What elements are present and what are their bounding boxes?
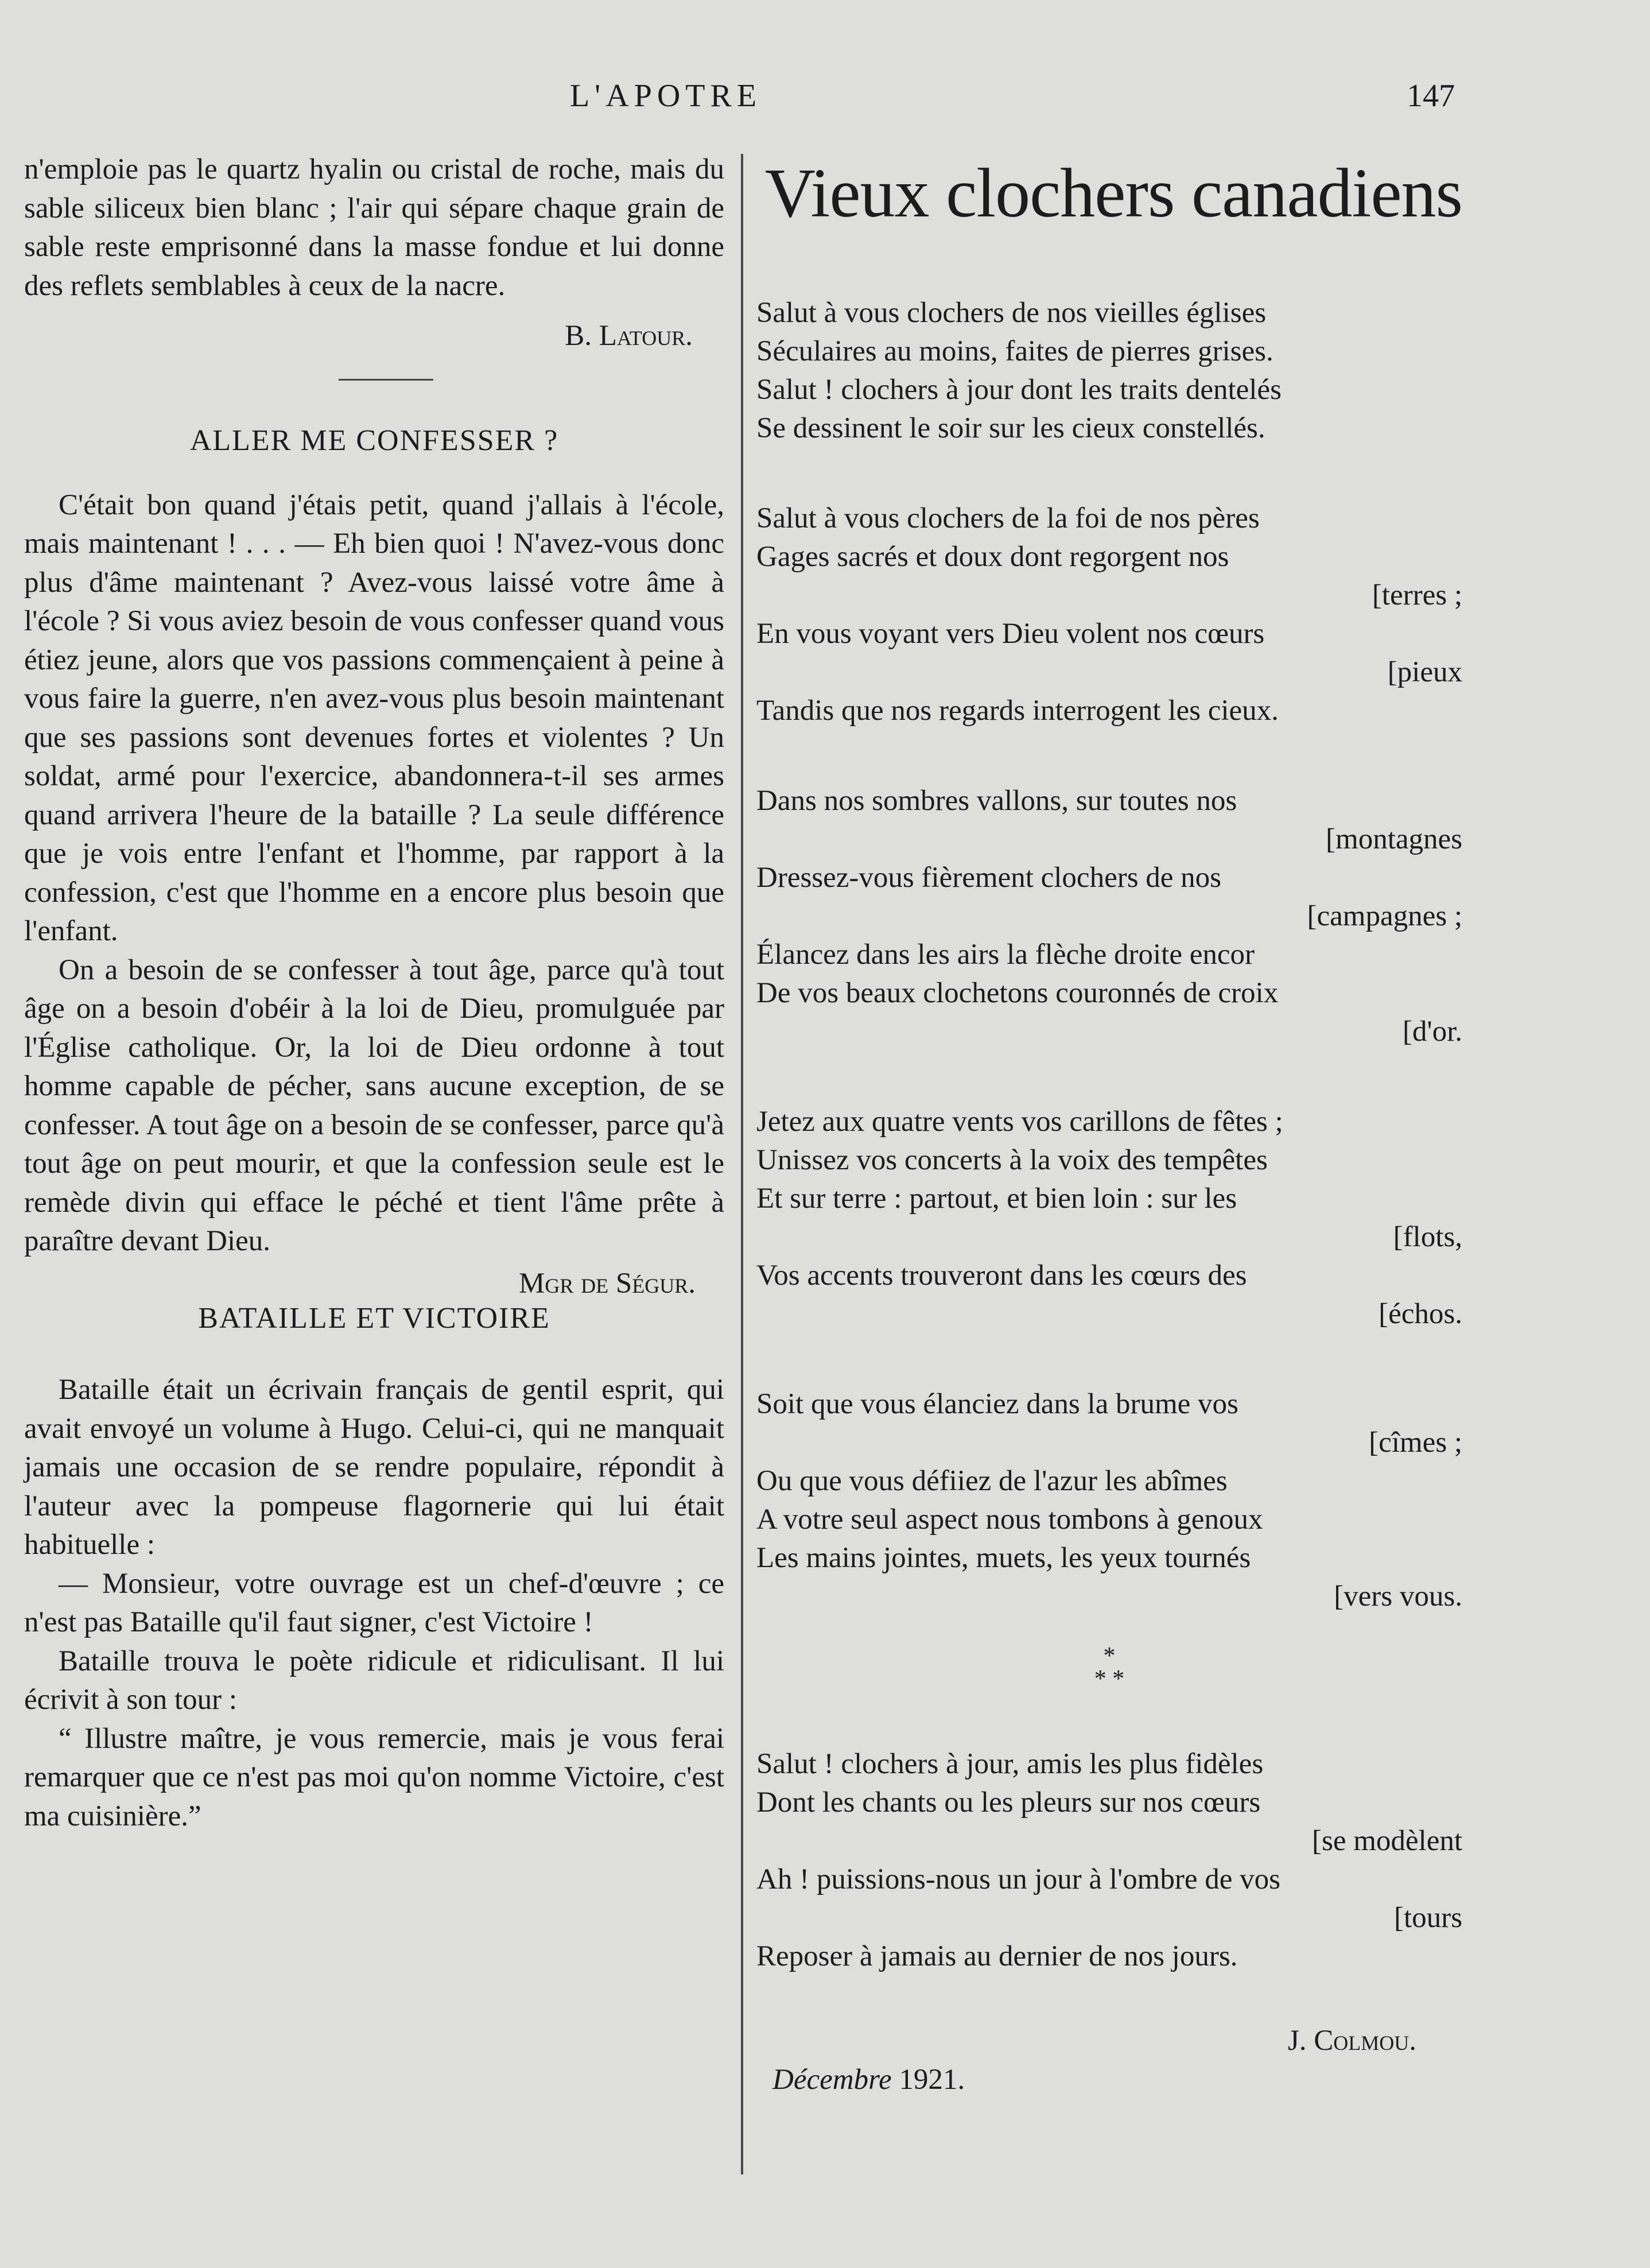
section-rule xyxy=(339,379,433,381)
poem-date-year: 1921. xyxy=(899,2063,965,2096)
poem-body xyxy=(756,294,1462,2099)
poem-stanza xyxy=(756,782,1462,1051)
poem-stanza xyxy=(756,1103,1462,1333)
poem-line-continuation: [cîmes ; xyxy=(1369,1426,1462,1459)
poem-line: Salut à vous clochers de la foi de nos pères xyxy=(756,502,1260,534)
intro-signature: B. Latour. xyxy=(565,320,693,352)
article2-paragraph-3: Bataille trouva le poète ridicule et ridiculisant. Il lui écrivit à son tour : xyxy=(24,1645,724,1716)
poem-line-continuation: [échos. xyxy=(1379,1298,1462,1330)
stars-ornament-bottom: * * xyxy=(1094,1666,1125,1692)
poem-line: Ou que vous défiiez de l'azur les abîmes xyxy=(756,1465,1228,1497)
poem-line: Dont les chants ou les pleurs sur nos cœurs xyxy=(756,1786,1261,1819)
poem-line-continuation: [flots, xyxy=(1393,1221,1462,1253)
poem-line: Et sur terre : partout, et bien loin : sur les xyxy=(756,1183,1237,1215)
poem-line-continuation: [se modèlent xyxy=(1312,1825,1462,1857)
poem-line-continuation: [campagnes ; xyxy=(1307,900,1462,932)
poem-line-continuation: [pieux xyxy=(1387,656,1462,688)
poem-line-continuation: [d'or. xyxy=(1402,1015,1462,1048)
poem-stanza xyxy=(756,294,1462,448)
poem-line: Vos accents trouveront dans les cœurs des xyxy=(756,1259,1247,1292)
left-column xyxy=(24,150,724,1836)
right-column xyxy=(756,150,1462,2099)
poem-line: Élancez dans les airs la flèche droite encor xyxy=(756,939,1255,971)
stars-ornament-top: * xyxy=(1103,1643,1116,1669)
poem-line: De vos beaux clochetons couronnés de croix xyxy=(756,977,1279,1009)
poem-stanza xyxy=(756,1745,1462,1976)
article2-paragraph-1: Bataille était un écrivain français de gentil esprit, qui avait envoyé un volume à Hugo. Celui-ci, qui ne manquait jamais une occasion de se rendre populaire, répondit à l'auteur avec la pompeuse flagornerie qui lui était habituelle : xyxy=(24,1374,724,1561)
page-number: 147 xyxy=(1407,78,1455,114)
poem-line: Soit que vous élanciez dans la brume vos xyxy=(756,1388,1239,1420)
poem-line: Dressez-vous fièrement clochers de nos xyxy=(756,862,1222,894)
poem-line-continuation: [tours xyxy=(1394,1902,1462,1934)
article2-paragraph-4: “ Illustre maître, je vous remercie, mais je vous ferai remarquer que ce n'est pas moi qu'on nomme Victoire, c'est ma cuisinière.” xyxy=(24,1722,724,1832)
column-divider xyxy=(741,154,743,2174)
poem-line: Salut ! clochers à jour dont les traits dentelés xyxy=(756,374,1282,406)
article1-signature: Mgr de Ségur. xyxy=(519,1267,696,1300)
poem-title: Vieux clochers canadiens xyxy=(764,154,1462,232)
poem-line: Se dessinent le soir sur les cieux constellés. xyxy=(756,412,1265,444)
poem-line: Dans nos sombres vallons, sur toutes nos xyxy=(756,785,1237,817)
poem-signature: J. Colmou. xyxy=(1287,2025,1416,2057)
poem-line: En vous voyant vers Dieu volent nos cœurs xyxy=(756,618,1265,650)
intro-paragraph: n'emploie pas le quartz hyalin ou cristal de roche, mais du sable siliceux bien blanc ; l'air qui sépare chaque grain de sable reste emprisonné dans la masse fondue et lui donne des reflets semblables à ceux de la nacre. xyxy=(24,153,724,302)
poem-line: Ah ! puissions-nous un jour à l'ombre de vos xyxy=(756,1863,1280,1895)
poem-line-continuation: [terres ; xyxy=(1372,579,1462,611)
poem-line-continuation: [montagnes xyxy=(1326,823,1462,855)
running-header: L'APOTRE xyxy=(569,78,762,114)
poem-line: Jetez aux quatre vents vos carillons de fêtes ; xyxy=(756,1106,1283,1138)
poem-line: A votre seul aspect nous tombons à genoux xyxy=(756,1503,1263,1536)
poem-line: Salut à vous clochers de nos vieilles églises xyxy=(756,297,1267,329)
poem-line: Tandis que nos regards interrogent les cieux. xyxy=(756,695,1279,727)
poem-line: Séculaires au moins, faites de pierres grises. xyxy=(756,335,1274,367)
poem-line: Salut ! clochers à jour, amis les plus fidèles xyxy=(756,1748,1264,1780)
poem-line: Reposer à jamais au dernier de nos jours. xyxy=(756,1940,1238,1972)
poem-stanza xyxy=(756,1385,1462,1616)
poem-date xyxy=(756,2061,1462,2099)
article1-paragraph-1: C'était bon quand j'étais petit, quand j'allais à l'école, mais maintenant ! . . . — Eh bien quoi ! N'avez-vous donc plus d'âme maintenant ? Avez-vous laissé votre âme à l'école ? Si vous aviez besoin de vous confesser quand vous étiez jeune, alors que vos passions commençaient à peine à vous faire la guerre, n'en avez-vous plus besoin maintenant que ses passions sont devenues fortes et violentes ? Un soldat, armé pour l'exercice, abandonnera-t-il ses armes quand arrivera l'heure de la bataille ? La seule différence que je vois entre l'enfant et l'homme, par rapport à la confession, c'est que l'homme en a encore plus besoin que l'enfant. xyxy=(24,489,724,947)
article2-title: BATAILLE ET VICTOIRE xyxy=(198,1302,550,1335)
poem-date-month: Décembre xyxy=(772,2063,892,2096)
poem-line: Unissez vos concerts à la voix des tempêtes xyxy=(756,1144,1268,1176)
poem-line: Gages sacrés et doux dont regorgent nos xyxy=(756,541,1229,573)
article2-paragraph-2: — Monsieur, votre ouvrage est un chef-d'œuvre ; ce n'est pas Bataille qu'il faut signer, c'est Victoire ! xyxy=(24,1567,724,1638)
poem-stanza xyxy=(756,499,1462,730)
poem-line: Les mains jointes, muets, les yeux tournés xyxy=(756,1542,1251,1574)
poem-line-continuation: [vers vous. xyxy=(1334,1580,1462,1612)
article1-title: ALLER ME CONFESSER ? xyxy=(189,424,559,457)
article1-paragraph-2: On a besoin de se confesser à tout âge, parce qu'à tout âge on a besoin d'obéir à la loi de Dieu, promulguée par l'Église catholique. Or, la loi de Dieu ordonne à tout homme capable de pécher, sans aucune exception, de se confesser. A tout âge on a besoin de se confesser, parce qu'à tout âge on peut mourir, et que la confession seule est le remède divin qui efface le péché et tient l'âme prête à paraître devant Dieu. xyxy=(24,953,724,1257)
